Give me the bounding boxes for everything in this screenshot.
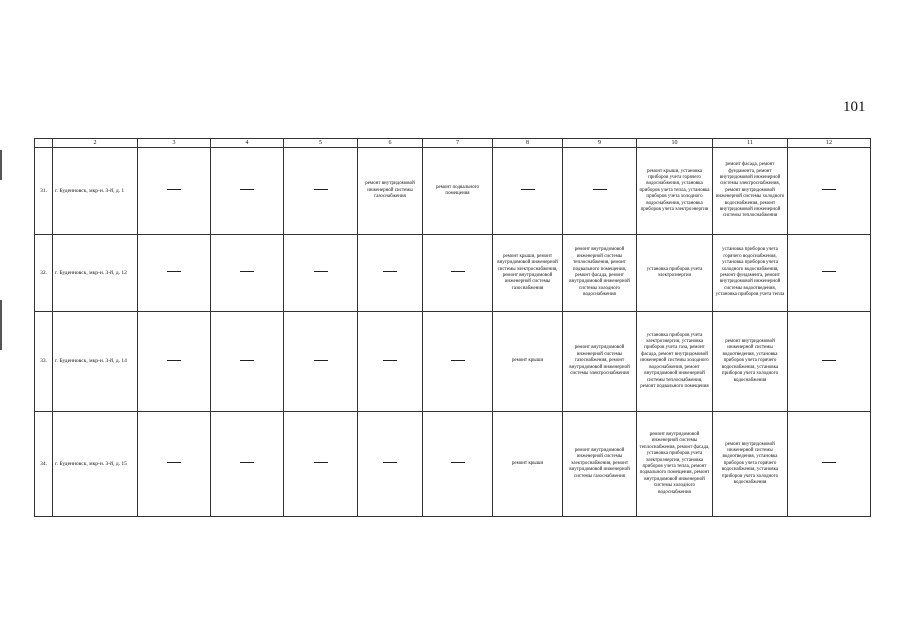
dash-mark [383,360,397,361]
work-description-cell: установка приборов учета электроэнергии [637,235,713,312]
scan-margin-mark [0,150,2,180]
dash-mark [240,271,254,272]
column-header: 7 [423,139,493,148]
dash-mark [167,271,181,272]
dash-mark [167,189,181,190]
work-description-cell: ремонт внутридомовой инженерной системы газоснабжения, ремонт внутридомовой инженерной системы электроснабжения [563,312,637,412]
empty-dash-cell [138,312,211,412]
work-description-cell: ремонт внутридомовой инженерной системы электроснабжения, ремонт внутридомовой инженерной системы газоснабжения [563,412,637,517]
column-header: 3 [138,139,211,148]
empty-dash-cell [358,235,423,312]
empty-dash-cell [788,412,871,517]
address-cell: г. Буденновск, мкр-н. 3-й, д. 12 [53,235,138,312]
row-number: 31. [35,148,53,235]
work-description-cell: ремонт крыши, установка приборов учета горячего водоснабжения, установка приборов учета тепла, установка приборов учета холодного водоснабжения, установка приборов учета электроэнергии [637,148,713,235]
dash-mark [822,360,836,361]
empty-dash-cell [284,235,358,312]
empty-dash-cell [211,148,284,235]
column-header: 9 [563,139,637,148]
scan-margin-mark [0,300,2,350]
empty-dash-cell [284,412,358,517]
work-description-cell: ремонт внутридомовой инженерной системы теплоснабжения, ремонт подвального помещения, ремонт фасада, ремонт внутридомовой инженерной системы холодного водоснабжения [563,235,637,312]
dash-mark [314,360,328,361]
work-description-cell: ремонт крыши, ремонт внутридомовой инженерной системы электроснабжения, ремонт внутридомовой инженерной системы газоснабжения [493,235,563,312]
empty-dash-cell [423,412,493,517]
column-header: 8 [493,139,563,148]
page-number: 101 [843,99,866,115]
column-header: 10 [637,139,713,148]
table-row [35,312,871,412]
column-header: 4 [211,139,284,148]
work-description-cell: установка приборов учета горячего водоснабжения, установка приборов учета холодного водоснабжения, ремонт фундамента, ремонт внутридомовой инженерной системы водоотведения, установка приборов учета тепла [713,235,788,312]
table-row [35,148,871,235]
empty-dash-cell [423,312,493,412]
dash-mark [240,360,254,361]
empty-dash-cell [211,312,284,412]
empty-dash-cell [423,235,493,312]
work-description-cell: ремонт внутридомовой инженерной системы водоотведения, установка приборов учета горячего водоснабжения, установка приборов учета холодного водоснабжения [713,312,788,412]
dash-mark [314,462,328,463]
work-description-cell: ремонт крыши [493,412,563,517]
dash-mark [314,189,328,190]
work-description-cell: ремонт внутридомовой инженерной системы водоотведения, установка приборов учета горячего водоснабжения, установка приборов учета холодного водоснабжения [713,412,788,517]
dash-mark [822,271,836,272]
row-number: 33. [35,312,53,412]
empty-dash-cell [358,312,423,412]
empty-dash-cell [788,148,871,235]
empty-dash-cell [138,235,211,312]
repair-schedule-table [34,138,871,517]
empty-dash-cell [493,148,563,235]
dash-mark [521,189,535,190]
column-header: 6 [358,139,423,148]
dash-mark [314,271,328,272]
work-description-cell: ремонт фасада, ремонт фундамента, ремонт внутридомовой инженерной системы электроснабжения, ремонт внутридомовой инженерной системы холодного водоснабжения, ремонт внутридомовой инженерной системы теплоснабжения [713,148,788,235]
dash-mark [383,462,397,463]
work-description-cell: ремонт крыши [493,312,563,412]
column-header: 2 [53,139,138,148]
empty-dash-cell [138,148,211,235]
dash-mark [167,462,181,463]
dash-mark [451,360,465,361]
work-description-cell: ремонт подвального помещения [423,148,493,235]
dash-mark [593,189,607,190]
dash-mark [451,462,465,463]
empty-dash-cell [788,312,871,412]
address-cell: г. Буденновск, мкр-н. 3-й, д. 15 [53,412,138,517]
empty-dash-cell [211,412,284,517]
row-number: 34. [35,412,53,517]
address-cell: г. Буденновск, мкр-н. 3-й, д. 14 [53,312,138,412]
address-cell: г. Буденновск, мкр-н. 3-й, д. 1 [53,148,138,235]
column-number-row [35,139,871,148]
empty-dash-cell [358,412,423,517]
dash-mark [167,360,181,361]
dash-mark [822,462,836,463]
empty-dash-cell [284,312,358,412]
row-number: 32. [35,235,53,312]
work-description-cell: ремонт внутридомовой инженерной системы газоснабжения [358,148,423,235]
table-row [35,235,871,312]
dash-mark [451,271,465,272]
empty-dash-cell [138,412,211,517]
table-row [35,412,871,517]
dash-mark [383,271,397,272]
empty-dash-cell [284,148,358,235]
work-description-cell: установка приборов учета электроэнергии, установка приборов учета газа, ремонт фасада, ремонт внутридомовой инженерной системы холодного водоснабжения, ремонт внутридомовой инженерной системы теплоснабжения, ремонт подвального помещения [637,312,713,412]
empty-dash-cell [211,235,284,312]
column-header: 11 [713,139,788,148]
dash-mark [240,189,254,190]
empty-dash-cell [563,148,637,235]
column-header [35,139,53,148]
dash-mark [822,189,836,190]
column-header: 5 [284,139,358,148]
column-header: 12 [788,139,871,148]
dash-mark [240,462,254,463]
empty-dash-cell [788,235,871,312]
work-description-cell: ремонт внутридомовой инженерной системы теплоснабжения, ремонт фасада, установка приборов учета электроэнергии, установка приборов учета тепла, ремонт подвального помещения, ремонт внутридомовой инженерной системы холодного водоснабжения [637,412,713,517]
